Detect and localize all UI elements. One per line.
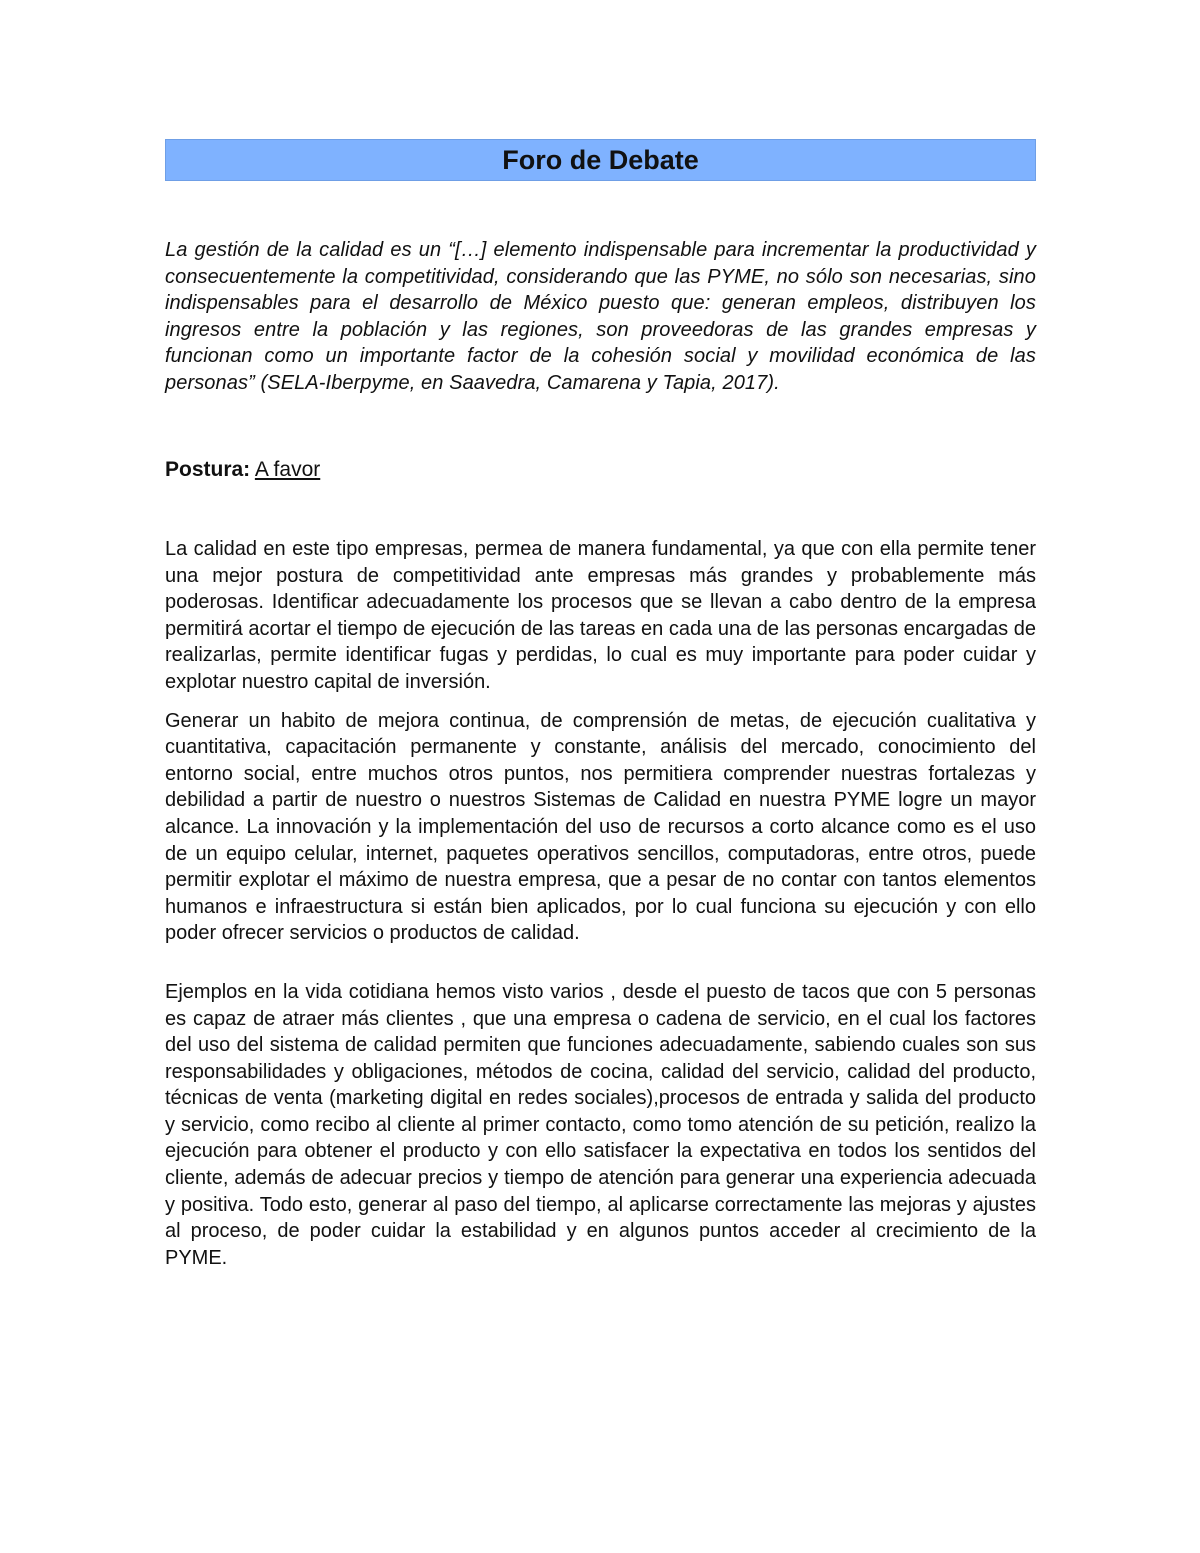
posture-value: A favor	[254, 458, 321, 481]
title-banner	[165, 139, 1036, 181]
body-paragraph-2: Generar un habito de mejora continua, de comprensión de metas, de ejecución cualitativa y cuantitativa, capacitación permanente y constante, análisis del mercado, conocimiento del entorno social, entre muchos otros puntos, nos permitiera comprender nuestras fortalezas y debilidad a partir de nuestro o nuestros Sistemas de Calidad en nuestra PYME logre un mayor alcance. La innovación y la implementación del uso de recursos a corto alcance como es el uso de un equipo celular, internet, paquetes operativos sencillos, computadoras, entre otros, puede permitir explotar el máximo de nuestra empresa, que a pesar de no contar con tantos elementos humanos e infraestructura si están bien aplicados, por lo cual funciona su ejecución y con ello poder ofrecer servicios o productos de calidad.	[165, 709, 1036, 945]
body-paragraph-3: Ejemplos en la vida cotidiana hemos visto varios , desde el puesto de tacos que con 5 personas es capaz de atraer más clientes , que una empresa o cadena de servicio, en el cual los factores del uso del sistema de calidad permiten que funciones adecuadamente, sabiendo cuales son sus responsabilidades y obligaciones, métodos de cocina, calidad del servicio, calidad del producto, técnicas de venta (marketing digital en redes sociales),procesos de entrada y salida del producto y servicio, como recibo al cliente al primer contacto, como tomo atención de su petición, realizo la ejecución para obtener el producto y con ello satisfacer la expectativa en todos los sentidos del cliente, además de adecuar precios y tiempo de atención para generar una experiencia adecuada y positiva. Todo esto, generar al paso del tiempo, al aplicarse correctamente las mejoras y ajustes al proceso, de poder cuidar la estabilidad y en algunos puntos acceder al crecimiento de la PYME.	[165, 980, 1036, 1269]
intro-quote: La gestión de la calidad es un “[…] elemento indispensable para incrementar la productividad y consecuentemente la competitividad, considerando que las PYME, no sólo son necesarias, sino indispensables para el desarrollo de México puesto que: generan empleos, distribuyen los ingresos entre la población y las regiones, son proveedoras de las grandes empresas y funcionan como un importante factor de la cohesión social y movilidad económica de las personas” (SELA-Iberpyme, en Saavedra, Camarena y Tapia, 2017).	[165, 239, 1036, 394]
body-paragraph-1: La calidad en este tipo empresas, permea de manera fundamental, ya que con ella permite tener una mejor postura de competitividad ante empresas más grandes y probablemente más poderosas. Identificar adecuadamente los procesos que se llevan a cabo dentro de la empresa permitirá acortar el tiempo de ejecución de las tareas en cada una de las personas encargadas de realizarlas, permite identificar fugas y perdidas, lo cual es muy importante para poder cuidar y explotar nuestro capital de inversión.	[165, 538, 1036, 693]
posture-label: Postura:	[165, 458, 251, 481]
document-page	[165, 139, 1036, 1271]
posture-line	[165, 456, 1036, 484]
document-title: Foro de Debate	[502, 144, 699, 175]
